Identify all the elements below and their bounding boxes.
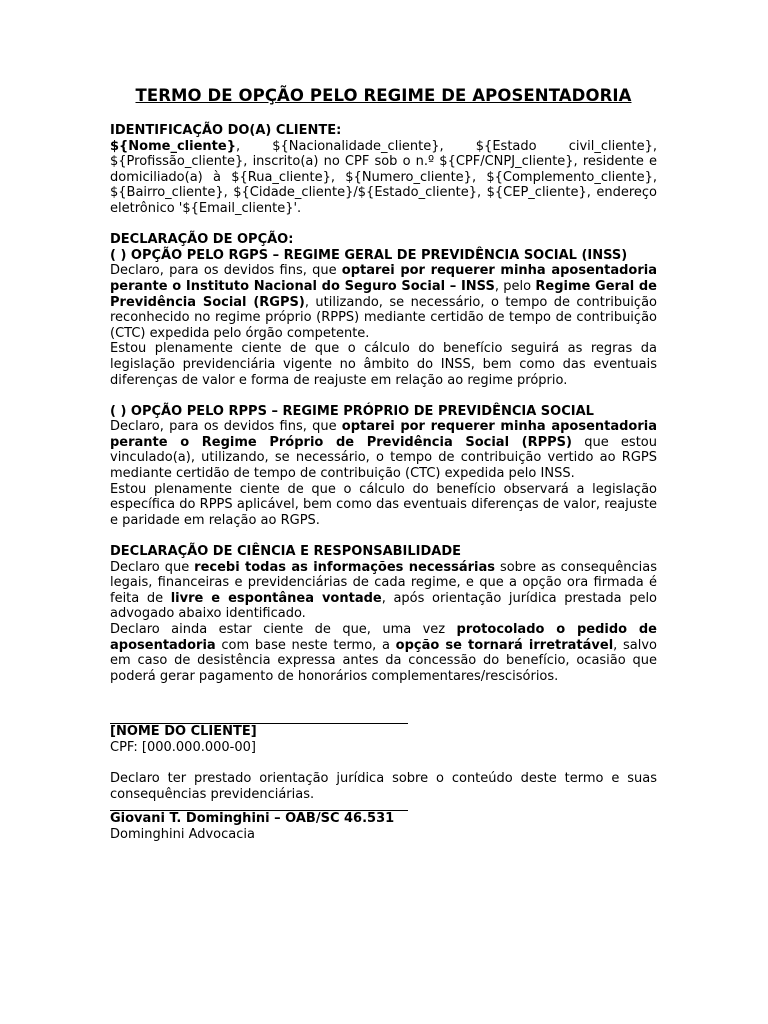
rpps-paragraph-1 — [110, 419, 657, 481]
ciencia-paragraph-1 — [110, 560, 657, 622]
rpps-p1-text-2: que estou vinculado(a), utilizando, se necessário, o tempo de contribuição vertido ao RGPS mediante certidão de tempo de contribuição (CTC) expedida pelo INSS. — [110, 434, 657, 482]
client-cpf: CPF: [000.000.000-00] — [110, 739, 256, 755]
lawyer-declaration: Declaro ter prestado orientação jurídica sobre o conteúdo deste termo e suas consequências previdenciárias. — [110, 771, 657, 802]
client-name: [NOME DO CLIENTE] — [110, 724, 257, 740]
rgps-p1-text-3: , utilizando, se necessário, o tempo de contribuição reconhecido no regime próprio (RPPS) mediante certidão de tempo de contribuição (CTC) expedida pelo órgão competente. — [110, 294, 657, 341]
ciencia-p1-text: Declaro que — [110, 559, 195, 575]
ciencia-p1-bold-2: livre e espontânea vontade — [170, 590, 382, 606]
lawyer-signature-line — [110, 802, 408, 811]
ciencia-p1-text-3: , após orientação jurídica prestada pelo advogado abaixo identificado. — [110, 590, 658, 622]
rpps-option-heading: ( ) OPÇÃO PELO RPPS – REGIME PRÓPRIO DE PREVIDÊNCIA SOCIAL — [110, 403, 594, 419]
document-body — [110, 86, 657, 843]
rgps-p1-text-2: , pelo — [494, 278, 536, 294]
ciencia-p2-bold-2: opção se tornará irretratável — [395, 637, 614, 653]
ciencia-paragraph-2 — [110, 622, 657, 684]
rgps-p1-bold: optarei por requerer minha aposentadoria perante o Instituto Nacional do Seguro Social – INSS — [110, 263, 657, 294]
lawyer-name: Giovani T. Dominghini – OAB/SC 46.531 — [110, 811, 395, 827]
document-title: TERMO DE OPÇÃO PELO REGIME DE APOSENTADORIA — [135, 86, 632, 105]
rgps-p1-text: Declaro, para os devidos fins, que — [110, 263, 342, 279]
ciencia-heading: DECLARAÇÃO DE CIÊNCIA E RESPONSABILIDADE — [110, 544, 462, 560]
client-signature-line — [110, 715, 408, 724]
rgps-paragraph-1 — [110, 263, 657, 341]
ciencia-p1-text-2: sobre as consequências legais, financeiras e previdenciárias de cada regime, e que a opção ora firmada é feita de — [110, 559, 657, 606]
ciencia-p2-bold: protocolado o pedido de aposentadoria — [110, 622, 657, 653]
ciencia-p2-text-3: , salvo em caso de desistência expressa antes da concessão do benefício, ocasião que poderá gerar pagamento de honorários complementares/rescisórios. — [110, 637, 657, 684]
identificacao-heading: IDENTIFICAÇÃO DO(A) CLIENTE: — [110, 123, 342, 138]
ciencia-p1-bold: recebi todas as informações necessárias — [194, 559, 495, 575]
ciencia-p2-text-2: com base neste termo, a — [215, 637, 396, 653]
rgps-p1-bold-2: Regime Geral de Previdência Social (RGPS) — [110, 278, 657, 310]
law-firm-name: Dominghini Advocacia — [110, 826, 255, 842]
rpps-p1-bold: optarei por requerer minha aposentadoria perante o Regime Próprio de Previdência Social (RPPS) — [110, 419, 657, 450]
rpps-paragraph-2: Estou plenamente ciente de que o cálculo do benefício observará a legislação específica do RPPS aplicável, bem como das eventuais diferenças de valor, reajuste e paridade em relação ao RGPS. — [110, 481, 657, 528]
identificacao-body: , ${Nacionalidade_cliente}, ${Estado civil_cliente}, ${Profissão_cliente}, inscrito(a) no CPF sob o n.º ${CPF/CNPJ_cliente}, residente e domiciliado(a) à ${Rua_cliente}, ${Numero_cliente}, ${Complemento_cliente}, ${Bairro_cliente}, ${Cidade_cliente}/${Estado_cliente}, ${CEP_cliente}, endereço eletrônico '${Email_cliente}'. — [110, 138, 657, 216]
client-name-variable: ${Nome_cliente} — [110, 138, 236, 154]
identificacao-paragraph — [110, 139, 657, 217]
ciencia-p2-text: Declaro ainda estar ciente de que, uma vez — [110, 622, 457, 637]
rpps-p1-text: Declaro, para os devidos fins, que — [110, 419, 342, 435]
rgps-paragraph-2: Estou plenamente ciente de que o cálculo do benefício seguirá as regras da legislação previdenciária vigente no âmbito do INSS, bem como das eventuais diferenças de valor e forma de reajuste em relação ao regime próprio. — [110, 341, 657, 388]
declaracao-opcao-heading: DECLARAÇÃO DE OPÇÃO: — [110, 232, 294, 248]
rgps-option-heading: ( ) OPÇÃO PELO RGPS – REGIME GERAL DE PREVIDÊNCIA SOCIAL (INSS) — [110, 247, 628, 263]
